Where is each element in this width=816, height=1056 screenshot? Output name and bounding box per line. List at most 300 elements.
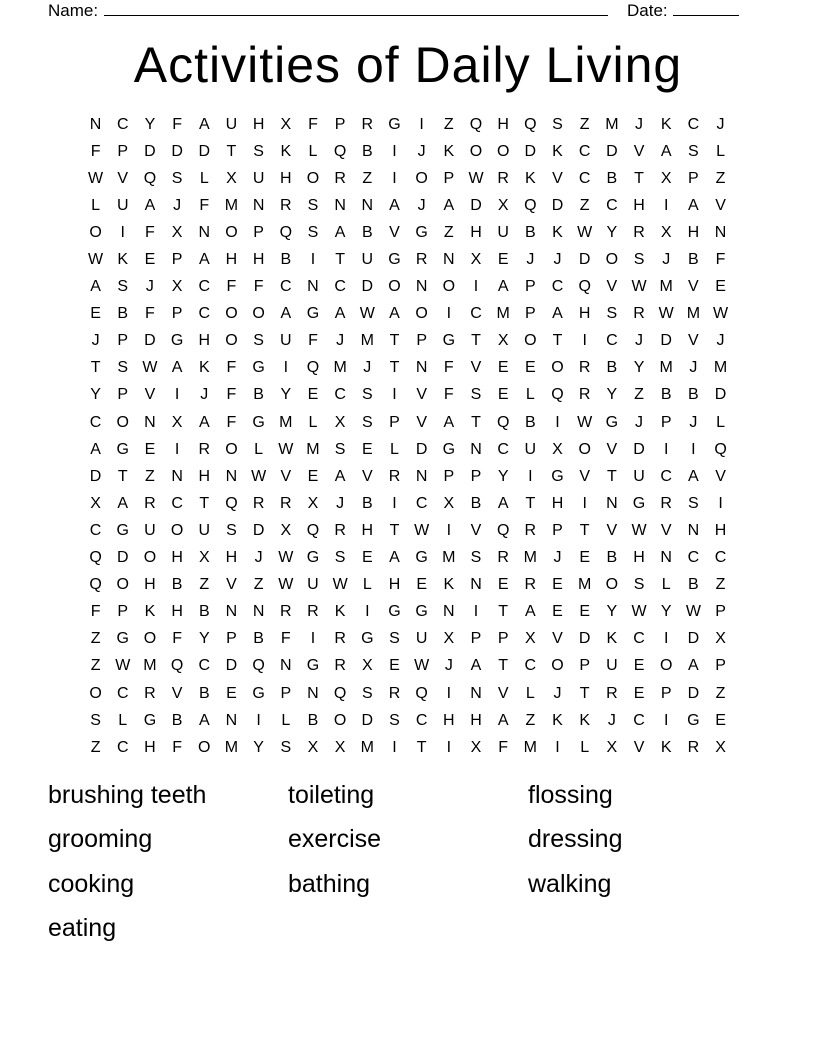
grid-letter: T — [117, 467, 128, 485]
grid-letter: Z — [525, 711, 536, 729]
grid-letter: G — [551, 467, 564, 485]
grid-letter: N — [415, 467, 428, 485]
grid-letter: X — [280, 115, 292, 133]
grid-letter: I — [663, 440, 669, 458]
grid-letter: H — [578, 305, 591, 323]
grid-letter: F — [90, 603, 101, 621]
grid-letter: Y — [90, 386, 101, 404]
grid-letter: N — [415, 359, 428, 377]
grid-letter: H — [633, 196, 645, 214]
grid-letter: P — [443, 467, 455, 485]
grid-letter: L — [281, 711, 291, 729]
grid-letter: I — [174, 440, 180, 458]
grid-letter: J — [716, 115, 725, 133]
grid-letter: U — [606, 657, 618, 675]
date-blank-line — [673, 0, 739, 16]
grid-letter: K — [198, 359, 210, 377]
grid-letter: A — [660, 142, 672, 160]
grid-letter: L — [525, 386, 535, 404]
grid-letter: O — [225, 332, 238, 350]
grid-letter: N — [334, 196, 346, 214]
grid-letter: A — [198, 413, 210, 431]
grid-letter: N — [252, 603, 265, 621]
grid-letter: L — [716, 142, 725, 160]
grid-letter: Z — [715, 684, 726, 702]
grid-letter: B — [171, 711, 183, 729]
grid-letter: D — [714, 386, 727, 404]
grid-letter: H — [714, 521, 727, 539]
grid-letter: S — [226, 521, 237, 539]
grid-letter: O — [496, 142, 510, 160]
grid-letter: L — [362, 576, 372, 594]
grid-letter: D — [361, 711, 374, 729]
grid-letter: E — [307, 386, 319, 404]
grid-letter: Q — [225, 494, 238, 512]
grid-letter: U — [144, 521, 156, 539]
grid-letter: C — [198, 305, 211, 323]
grid-letter: I — [555, 413, 560, 431]
grid-letter: Z — [90, 630, 101, 648]
grid-letter: P — [443, 169, 455, 187]
grid-letter: D — [361, 278, 374, 296]
grid-letter: I — [310, 630, 316, 648]
grid-letter: B — [117, 305, 129, 323]
grid-letter: R — [497, 169, 509, 187]
grid-letter: C — [687, 549, 700, 567]
grid-letter: G — [306, 305, 320, 323]
grid-letter: X — [497, 332, 509, 350]
grid-letter: A — [90, 440, 101, 458]
grid-letter: U — [307, 576, 319, 594]
grid-letter: N — [307, 684, 319, 702]
grid-letter: H — [144, 738, 156, 756]
grid-letter: P — [416, 332, 427, 350]
grid-letter: V — [470, 359, 482, 377]
grid-letter: C — [198, 657, 211, 675]
grid-letter: X — [606, 738, 618, 756]
grid-letter: C — [89, 413, 102, 431]
grid-letter: G — [252, 684, 265, 702]
grid-letter: G — [632, 494, 646, 512]
grid-letter: C — [116, 684, 129, 702]
grid-letter: E — [552, 576, 563, 594]
grid-letter: I — [392, 142, 397, 160]
grid-letter: T — [552, 332, 563, 350]
grid-letter: Y — [606, 386, 618, 404]
grid-letter: H — [633, 549, 645, 567]
grid-letter: G — [388, 603, 401, 621]
grid-letter: J — [363, 359, 372, 377]
grid-letter: J — [689, 413, 698, 431]
grid-letter: L — [525, 684, 535, 702]
grid-letter: W — [88, 251, 104, 269]
grid-letter: I — [582, 332, 587, 350]
grid-letter: M — [496, 305, 510, 323]
grid-letter: E — [144, 440, 156, 458]
grid-letter: J — [607, 711, 616, 729]
grid-letter: Q — [469, 115, 483, 133]
grid-letter: L — [118, 711, 128, 729]
grid-letter: D — [144, 142, 156, 160]
grid-letter: S — [688, 142, 699, 160]
grid-letter: X — [334, 738, 346, 756]
grid-letter: T — [335, 251, 346, 269]
grid-letter: B — [470, 494, 482, 512]
grid-letter: V — [117, 169, 129, 187]
grid-letter: B — [361, 223, 373, 241]
grid-letter: M — [224, 196, 239, 214]
grid-letter: T — [471, 413, 481, 431]
grid-letter: Q — [252, 657, 265, 675]
grid-letter: H — [361, 521, 374, 539]
grid-letter: G — [415, 549, 428, 567]
grid-letter: L — [308, 142, 318, 160]
grid-letter: M — [605, 115, 619, 133]
grid-letter: S — [633, 576, 645, 594]
grid-letter: P — [117, 603, 129, 621]
word-bank-item: toileting — [288, 781, 375, 809]
grid-letter: H — [225, 251, 238, 269]
grid-letter: R — [334, 169, 346, 187]
grid-letter: E — [361, 440, 373, 458]
grid-letter: S — [334, 549, 346, 567]
grid-letter: W — [278, 576, 294, 594]
grid-letter: A — [497, 278, 509, 296]
word-bank-item: bathing — [288, 869, 371, 898]
grid-letter: A — [443, 196, 455, 214]
grid-letter: O — [524, 332, 537, 350]
grid-letter: O — [89, 684, 102, 702]
grid-letter: I — [446, 738, 452, 756]
grid-letter: V — [470, 521, 482, 539]
grid-letter: B — [688, 251, 699, 269]
grid-letter: F — [226, 278, 237, 296]
grid-letter: N — [307, 278, 319, 296]
grid-letter: K — [334, 603, 346, 621]
grid-letter: I — [528, 467, 533, 485]
grid-letter: L — [91, 196, 101, 214]
grid-letter: R — [606, 684, 618, 702]
grid-letter: Z — [634, 386, 644, 404]
grid-letter: X — [715, 738, 726, 756]
grid-letter: E — [579, 603, 591, 621]
grid-letter: H — [252, 251, 265, 269]
grid-letter: F — [280, 630, 291, 648]
grid-letter: I — [663, 196, 669, 214]
grid-letter: E — [226, 684, 237, 702]
grid-letter: Z — [199, 576, 210, 594]
grid-letter: R — [334, 657, 346, 675]
grid-letter: T — [579, 684, 590, 702]
grid-letter: A — [90, 278, 101, 296]
grid-letter: F — [443, 386, 454, 404]
grid-letter: K — [552, 711, 563, 729]
grid-letter: N — [443, 251, 455, 269]
grid-letter: A — [334, 305, 346, 323]
grid-letter: X — [307, 738, 319, 756]
grid-letter: Z — [90, 657, 101, 675]
word-bank-item: eating — [48, 914, 117, 943]
grid-letter: T — [634, 169, 644, 187]
grid-letter: W — [631, 521, 647, 539]
grid-letter: B — [688, 576, 699, 594]
grid-letter: Q — [496, 521, 510, 539]
grid-letter: Q — [415, 684, 428, 702]
grid-letter: W — [278, 440, 294, 458]
grid-letter: F — [443, 359, 454, 377]
grid-letter: C — [578, 169, 591, 187]
word-bank-item: grooming — [48, 825, 153, 854]
grid-letter: N — [660, 549, 672, 567]
grid-letter: E — [633, 684, 645, 702]
grid-letter: G — [361, 630, 374, 648]
grid-letter: W — [251, 467, 267, 485]
grid-letter: D — [225, 657, 238, 675]
grid-letter: X — [470, 738, 482, 756]
grid-letter: D — [144, 332, 156, 350]
grid-letter: B — [280, 251, 292, 269]
grid-letter: T — [579, 521, 590, 539]
grid-letter: Z — [579, 115, 590, 133]
grid-letter: J — [526, 251, 535, 269]
grid-letter: I — [663, 630, 669, 648]
grid-letter: Y — [633, 359, 645, 377]
grid-letter: S — [361, 684, 373, 702]
grid-letter: B — [606, 549, 618, 567]
grid-row — [82, 111, 734, 138]
grid-letter: Q — [279, 223, 293, 241]
grid-letter: W — [577, 223, 593, 241]
grid-letter: U — [198, 521, 211, 539]
grid-letter: I — [310, 251, 316, 269]
grid-letter: K — [660, 115, 672, 133]
grid-letter: X — [307, 494, 319, 512]
grid-letter: Q — [551, 386, 564, 404]
grid-row — [82, 626, 734, 653]
grid-letter: Z — [362, 169, 373, 187]
grid-letter: I — [446, 684, 452, 702]
grid-letter: X — [715, 630, 726, 648]
grid-letter: H — [198, 467, 211, 485]
grid-letter: C — [415, 711, 428, 729]
grid-letter: K — [443, 576, 455, 594]
grid-letter: C — [606, 332, 618, 350]
grid-letter: R — [633, 223, 645, 241]
grid-letter: S — [389, 630, 400, 648]
grid-letter: B — [525, 223, 536, 241]
grid-letter: A — [688, 657, 699, 675]
grid-letter: P — [525, 278, 536, 296]
grid-letter: A — [198, 251, 210, 269]
grid-letter: I — [419, 115, 424, 133]
grid-letter: B — [688, 386, 699, 404]
grid-letter: N — [606, 494, 618, 512]
grid-letter: N — [198, 223, 211, 241]
date-label: Date: — [627, 1, 668, 20]
grid-row — [82, 301, 734, 328]
grid-letter: P — [117, 386, 129, 404]
grid-letter: I — [256, 711, 261, 729]
grid-letter: G — [116, 440, 129, 458]
grid-row — [82, 517, 734, 544]
grid-letter: W — [414, 521, 430, 539]
grid-letter: D — [660, 332, 672, 350]
grid-letter: B — [253, 386, 264, 404]
grid-letter: W — [414, 657, 430, 675]
grid-letter: T — [498, 603, 509, 621]
grid-letter: G — [306, 657, 320, 675]
grid-letter: V — [226, 576, 237, 594]
grid-letter: J — [635, 332, 644, 350]
grid-row — [82, 680, 734, 707]
grid-letter: D — [551, 196, 564, 214]
grid-letter: M — [659, 278, 673, 296]
grid-letter: A — [389, 549, 400, 567]
grid-letter: W — [685, 603, 701, 621]
grid-letter: N — [714, 223, 727, 241]
grid-letter: B — [171, 576, 183, 594]
grid-letter: F — [145, 305, 155, 323]
grid-letter: E — [715, 711, 726, 729]
grid-letter: T — [525, 494, 536, 512]
grid-letter: C — [687, 115, 700, 133]
grid-letter: F — [226, 386, 237, 404]
grid-letter: R — [280, 494, 292, 512]
grid-letter: K — [606, 630, 618, 648]
grid-letter: X — [660, 223, 672, 241]
grid-letter: Y — [198, 630, 210, 648]
grid-letter: H — [470, 711, 482, 729]
grid-letter: Z — [443, 223, 454, 241]
grid-letter: O — [605, 576, 619, 594]
grid-letter: C — [116, 738, 129, 756]
grid-letter: S — [389, 711, 400, 729]
grid-letter: Q — [496, 413, 510, 431]
grid-letter: Z — [715, 576, 726, 594]
grid-letter: E — [633, 657, 645, 675]
grid-letter: K — [117, 251, 129, 269]
grid-letter: G — [415, 223, 428, 241]
grid-letter: N — [280, 657, 292, 675]
grid-letter: K — [525, 169, 536, 187]
grid-letter: J — [145, 278, 154, 296]
grid-letter: C — [578, 142, 591, 160]
grid-letter: A — [525, 603, 536, 621]
grid-letter: N — [225, 467, 238, 485]
grid-letter: M — [713, 359, 728, 377]
grid-letter: Q — [143, 169, 157, 187]
grid-letter: R — [578, 386, 591, 404]
grid-letter: J — [173, 196, 182, 214]
grid-letter: V — [389, 223, 400, 241]
grid-letter: R — [252, 494, 265, 512]
grid-letter: D — [524, 142, 537, 160]
grid-letter: E — [579, 549, 591, 567]
grid-letter: F — [172, 630, 182, 648]
grid-letter: I — [473, 603, 479, 621]
grid-letter: U — [497, 223, 509, 241]
grid-letter: A — [198, 115, 210, 133]
grid-letter: H — [551, 494, 564, 512]
grid-letter: R — [361, 115, 374, 133]
grid-row — [82, 463, 734, 490]
grid-letter: J — [91, 332, 100, 350]
grid-letter: B — [606, 359, 618, 377]
grid-letter: W — [88, 169, 104, 187]
grid-letter: E — [90, 305, 101, 323]
grid-letter: P — [280, 684, 292, 702]
grid-letter: U — [361, 251, 374, 269]
grid-letter: T — [90, 359, 101, 377]
grid-letter: X — [443, 630, 455, 648]
grid-letter: H — [225, 549, 238, 567]
grid-letter: T — [498, 657, 509, 675]
grid-letter: S — [90, 711, 101, 729]
grid-letter: Q — [333, 142, 347, 160]
grid-letter: L — [661, 576, 671, 594]
grid-letter: B — [361, 142, 373, 160]
grid-letter: N — [144, 413, 156, 431]
grid-letter: V — [171, 684, 183, 702]
grid-letter: O — [170, 521, 184, 539]
name-blank-line — [104, 0, 608, 16]
grid-letter: M — [360, 332, 374, 350]
grid-letter: X — [280, 521, 292, 539]
grid-letter: X — [660, 169, 672, 187]
grid-letter: G — [170, 332, 184, 350]
grid-letter: A — [144, 196, 156, 214]
grid-letter: F — [226, 413, 237, 431]
grid-letter: Q — [524, 115, 537, 133]
grid-letter: A — [389, 196, 400, 214]
grid-row — [82, 274, 734, 301]
grid-letter: W — [359, 305, 375, 323]
grid-row — [82, 734, 734, 761]
grid-letter: S — [117, 278, 129, 296]
grid-letter: J — [444, 657, 453, 675]
grid-letter: I — [718, 494, 723, 512]
grid-letter: D — [415, 440, 428, 458]
grid-letter: T — [226, 142, 237, 160]
word-bank-item: dressing — [528, 825, 623, 854]
date-field — [627, 0, 739, 20]
grid-letter: N — [225, 603, 238, 621]
grid-letter: R — [144, 494, 156, 512]
grid-letter: E — [416, 576, 427, 594]
grid-row — [82, 707, 734, 734]
grid-row — [82, 192, 734, 219]
grid-letter: A — [171, 359, 183, 377]
grid-letter: S — [470, 386, 482, 404]
grid-letter: G — [143, 711, 157, 729]
grid-letter: D — [633, 440, 645, 458]
grid-letter: O — [388, 278, 401, 296]
grid-letter: V — [715, 467, 726, 485]
grid-letter: D — [687, 684, 700, 702]
grid-letter: L — [580, 738, 590, 756]
grid-letter: O — [198, 738, 211, 756]
grid-letter: M — [523, 549, 537, 567]
grid-letter: G — [306, 549, 320, 567]
grid-letter: Z — [253, 576, 264, 594]
grid-letter: R — [524, 576, 537, 594]
grid-letter: K — [280, 142, 292, 160]
grid-letter: F — [498, 738, 509, 756]
grid-letter: J — [689, 359, 698, 377]
grid-letter: B — [198, 603, 210, 621]
grid-letter: O — [143, 549, 157, 567]
grid-letter: I — [392, 386, 397, 404]
